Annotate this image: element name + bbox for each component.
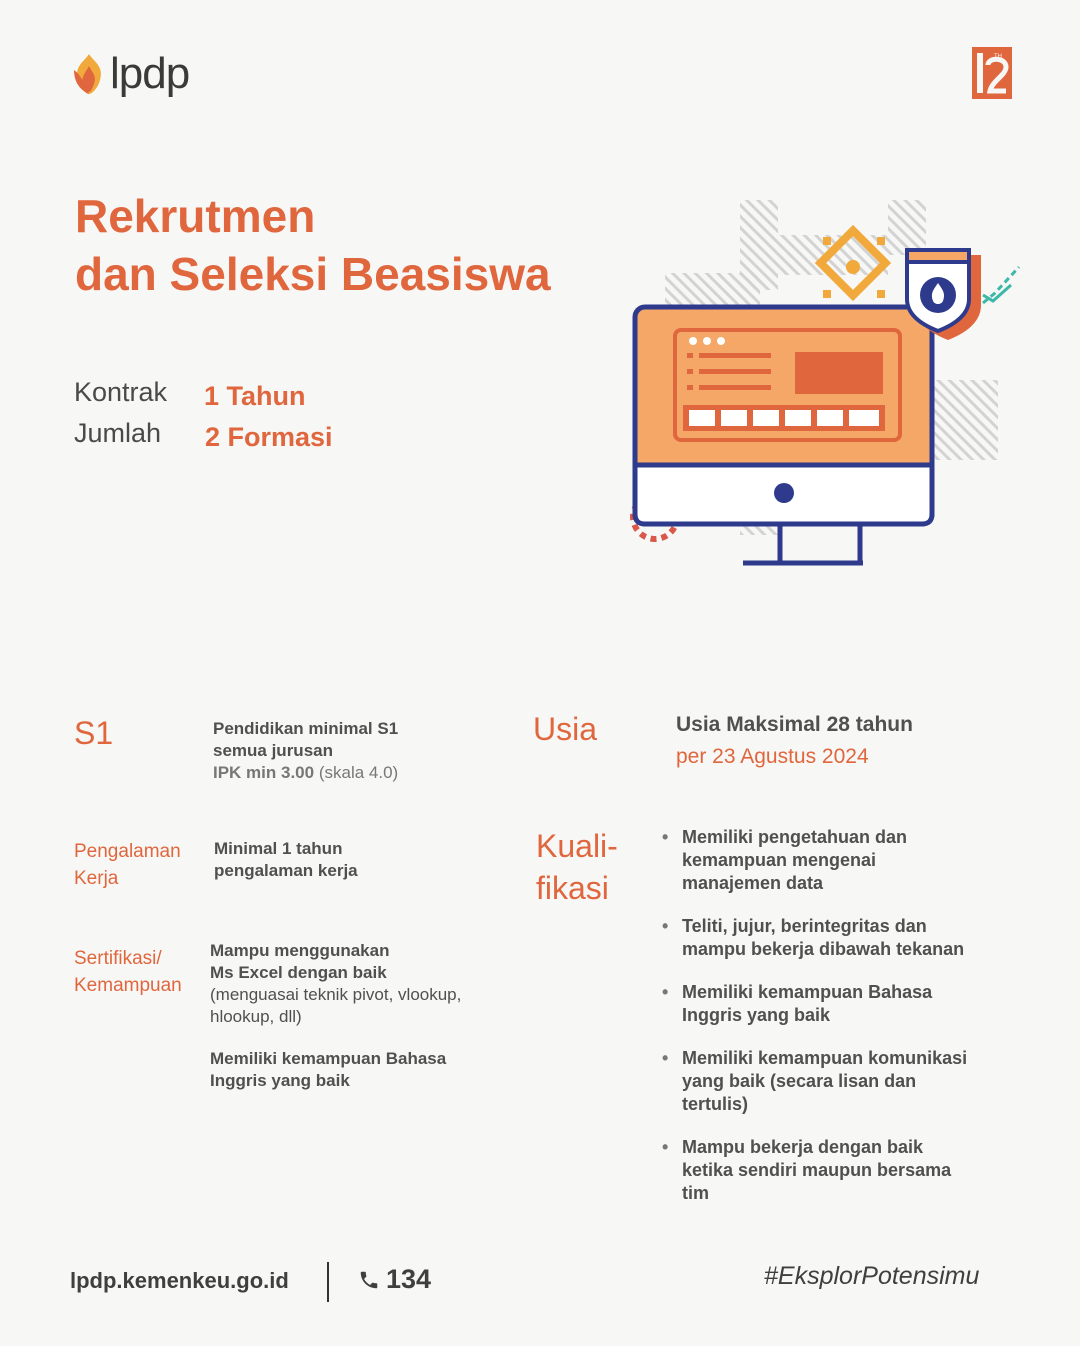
ipk-scale: (skala 4.0) xyxy=(318,763,399,782)
phone-number[interactable] xyxy=(358,1264,431,1295)
experience-line-1: Minimal 1 tahun xyxy=(214,839,343,858)
excel-line-1: Mampu menggunakan xyxy=(210,941,390,960)
list-item: • Memiliki kemampuan komunikasi yang baik (secara lisan dan tertulis) xyxy=(662,1047,1002,1116)
lpdp-logo xyxy=(70,49,190,98)
experience-label xyxy=(74,838,181,892)
anniversary-12-badge-icon xyxy=(972,47,1012,99)
phone-icon xyxy=(358,1269,380,1291)
certification-label-line-2: Kemampuan xyxy=(74,975,182,996)
flame-icon xyxy=(70,52,108,96)
age-max: Usia Maksimal 28 tahun xyxy=(676,713,913,736)
qualification-list xyxy=(662,826,1002,1225)
phone-text: 134 xyxy=(386,1264,432,1294)
computer-monitor-icon xyxy=(615,195,1025,575)
title-line-1: Rekrutmen xyxy=(75,190,316,242)
english-line-2: Inggris yang baik xyxy=(210,1071,350,1090)
experience-label-line-2: Kerja xyxy=(74,868,119,889)
english-line-1: Memiliki kemampuan Bahasa xyxy=(210,1049,447,1068)
age-label: Usia xyxy=(533,711,598,747)
list-item: • Memiliki kemampuan Bahasa Inggris yang baik xyxy=(662,981,1002,1027)
hashtag: #EksplorPotensimu xyxy=(764,1262,980,1290)
experience-label-line-1: Pengalaman xyxy=(74,841,181,862)
excel-detail-2: hlookup, dll) xyxy=(210,1007,302,1026)
page-title xyxy=(75,187,551,303)
age-date: per 23 Agustus 2024 xyxy=(676,745,869,768)
ipk-min: IPK min 3.00 xyxy=(213,763,315,782)
logo-text: lpdp xyxy=(110,49,190,98)
website-link[interactable]: lpdp.kemenkeu.go.id xyxy=(70,1268,289,1293)
education-line-2: semua jurusan xyxy=(213,741,333,760)
title-line-2: dan Seleksi Beasiswa xyxy=(75,248,551,300)
certification-details xyxy=(210,940,510,1092)
qualification-label xyxy=(536,825,618,909)
footer-divider xyxy=(327,1262,329,1302)
qualification-label-line-1: Kuali- xyxy=(536,828,618,864)
badge-text: TH xyxy=(994,54,1002,60)
contract-label: Kontrak xyxy=(74,377,168,407)
qualification-label-line-2: fikasi xyxy=(536,870,609,906)
certification-label-line-1: Sertifikasi/ xyxy=(74,948,162,969)
education-label: S1 xyxy=(74,715,114,751)
excel-line-2: Ms Excel dengan baik xyxy=(210,963,387,982)
list-item: • Memiliki pengetahuan dan kemampuan mengenai manajemen data xyxy=(662,826,1002,895)
quota-label: Jumlah xyxy=(74,418,162,448)
contract-value: 1 Tahun xyxy=(204,381,306,411)
experience-line-2: pengalaman kerja xyxy=(214,861,358,880)
education-details xyxy=(213,718,398,784)
list-item: • Mampu bekerja dengan baik ketika sendiri maupun bersama tim xyxy=(662,1136,1002,1205)
excel-detail-1: (menguasai teknik pivot, vlookup, xyxy=(210,985,462,1004)
education-line-1: Pendidikan minimal S1 xyxy=(213,719,399,738)
experience-details xyxy=(214,838,358,882)
certification-label xyxy=(74,945,182,999)
quota-value: 2 Formasi xyxy=(205,422,333,452)
list-item: • Teliti, jujur, berintegritas dan mampu bekerja dibawah tekanan xyxy=(662,915,1002,961)
